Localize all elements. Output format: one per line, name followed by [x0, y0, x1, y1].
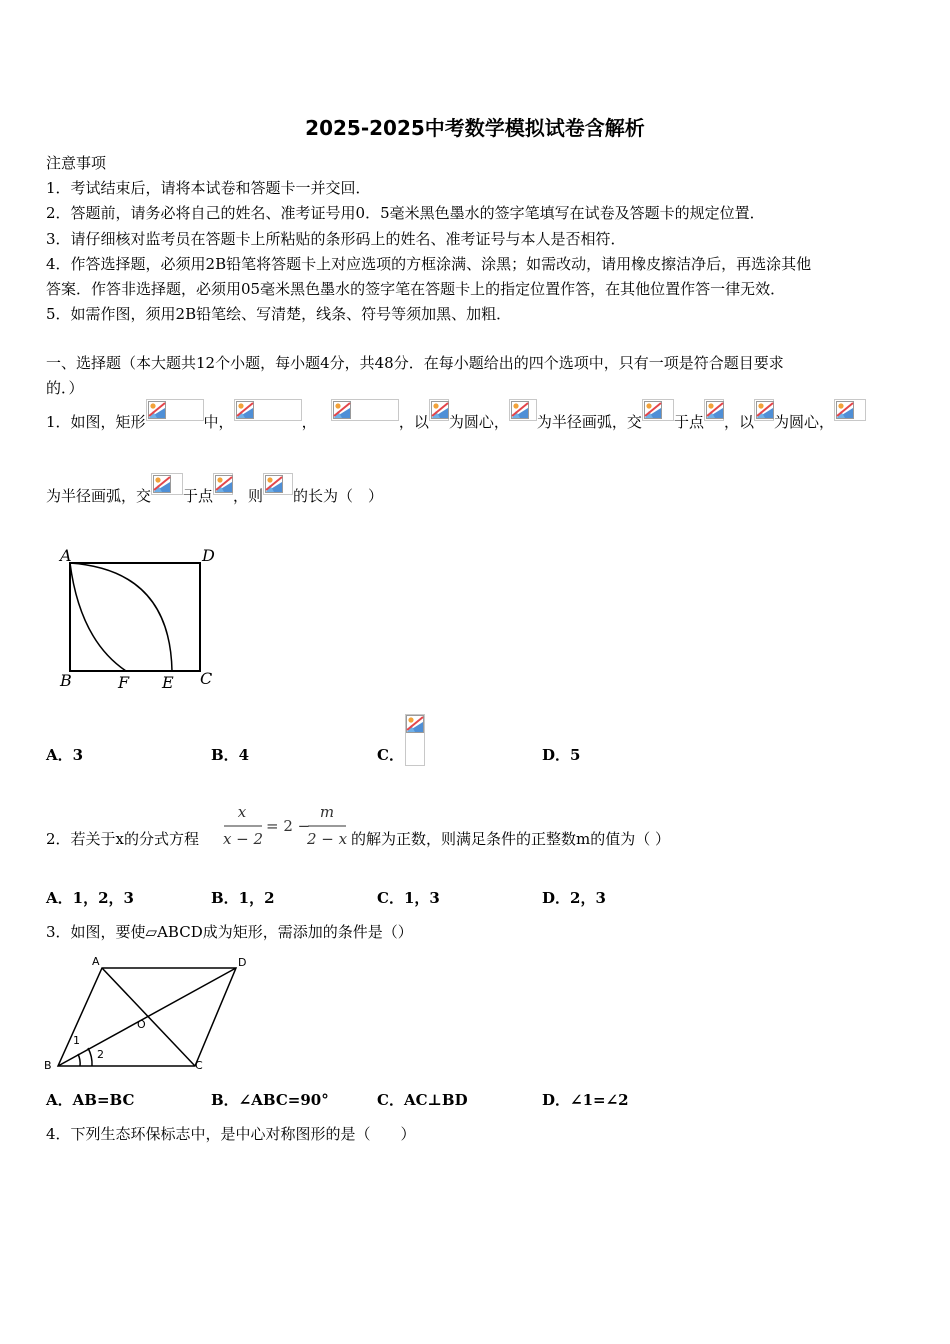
point-label: A	[60, 546, 72, 565]
q1-text: 的长为（ ）	[293, 487, 384, 505]
broken-image-icon	[236, 401, 254, 419]
formula-image-placeholder	[234, 399, 302, 421]
broken-image-icon	[706, 401, 724, 419]
q1-rectangle-figure	[50, 540, 230, 700]
q3-option-a[interactable]: A．AB=BC	[46, 1091, 135, 1109]
broken-image-icon	[148, 401, 166, 419]
q3-option-c[interactable]: C．AC⊥BD	[377, 1091, 468, 1109]
q3-option-b[interactable]: B．∠ABC=90°	[211, 1091, 329, 1109]
formula-image-placeholder	[834, 399, 866, 421]
q1-text: ，以	[398, 413, 429, 431]
q3-option-d[interactable]: D．∠1=∠2	[542, 1091, 629, 1109]
notice-item: 4．作答选择题，必须用2B铅笔将答题卡上对应选项的方框涂满、涂黑；如需改动，请用橡皮擦洁净后，再选涂其他	[46, 255, 812, 273]
section-heading: 一、选择题（本大题共12个小题，每小题4分，共48分．在每小题给出的四个选项中，只有一项是符合题目要求	[46, 354, 784, 372]
notice-item: 答案．作答非选择题，必须用05毫米黑色墨水的签字笔在答题卡上的指定位置作答，在其他位置作答一律无效．	[46, 280, 786, 298]
q2-option-c[interactable]: C．1，3	[377, 889, 440, 907]
notice-item: 3．请仔细核对监考员在答题卡上所粘贴的条形码上的姓名、准考证号与本人是否相符．	[46, 230, 626, 248]
formula-image-placeholder	[331, 399, 399, 421]
notice-item: 1．考试结束后，请将本试卷和答题卡一并交回．	[46, 179, 371, 197]
formula-image-placeholder	[642, 399, 674, 421]
notice-item: 5．如需作图，须用2B铅笔绘、写清楚，线条、符号等须加黑、加粗．	[46, 305, 512, 323]
formula-image-placeholder	[146, 399, 204, 421]
q3-parallelogram-figure	[40, 950, 255, 1078]
broken-image-icon	[644, 401, 662, 419]
eq-denominator-2: 2 − x	[306, 830, 348, 848]
notice-item: 2．答题前，请务必将自己的姓名、准考证号用0．5毫米黑色墨水的签字笔填写在试卷及答题卡的规定位置．	[46, 204, 765, 222]
point-label: D	[202, 546, 215, 565]
q1-text: 于点	[673, 413, 704, 431]
formula-image-placeholder	[263, 473, 293, 495]
point-label: D	[238, 956, 247, 969]
arc-de	[70, 563, 172, 671]
formula-image-placeholder	[509, 399, 537, 421]
diagonal-bd	[58, 968, 236, 1066]
q1-text: 于点	[183, 487, 214, 505]
section-heading-cont: 的．）	[46, 379, 84, 397]
q1-text: 为半径画弧，交	[536, 413, 642, 431]
angle-arc	[78, 1054, 80, 1066]
q1-text: 为圆心，	[448, 413, 509, 431]
point-label: B	[60, 671, 72, 690]
broken-image-icon	[511, 401, 529, 419]
broken-image-icon	[333, 401, 351, 419]
q3-stem: 3．如图，要使▱ABCD成为矩形，需添加的条件是（）	[46, 923, 413, 941]
q1-text: ，则	[233, 487, 264, 505]
question-1-stem	[46, 399, 866, 435]
formula-image-placeholder	[429, 399, 449, 421]
broken-image-icon	[431, 401, 449, 419]
q1-text: 为圆心，	[773, 413, 834, 431]
point-label: E	[162, 673, 174, 692]
point-label: C	[195, 1059, 203, 1072]
notice-heading: 注意事项	[46, 154, 107, 172]
rectangle-abcd	[70, 563, 200, 671]
q1-text: 1．如图，矩形	[46, 413, 146, 431]
q2-option-b[interactable]: B．1，2	[211, 889, 275, 907]
q1-text: ，以	[723, 413, 754, 431]
broken-image-icon	[406, 715, 424, 733]
q1-option-b[interactable]: B．4	[211, 746, 250, 764]
point-label: F	[118, 673, 130, 692]
formula-image-placeholder	[405, 714, 425, 766]
q2-equation	[222, 802, 350, 852]
formula-image-placeholder	[151, 473, 183, 495]
point-label: O	[137, 1018, 146, 1031]
q4-stem: 4．下列生态环保标志中，是中心对称图形的是（ ）	[46, 1125, 416, 1143]
point-label: A	[92, 955, 100, 968]
q1-text: ，	[301, 413, 317, 431]
q2-option-d[interactable]: D．2，3	[542, 889, 606, 907]
eq-numerator-2: m	[319, 803, 335, 821]
question-1-stem-cont	[46, 473, 383, 509]
eq-middle: = 2 −	[266, 817, 311, 835]
q1-text: 为半径画弧，交	[46, 487, 152, 505]
formula-image-placeholder	[213, 473, 233, 495]
broken-image-icon	[265, 475, 283, 493]
q1-option-a[interactable]: A．3	[46, 746, 84, 764]
page-title: 2025-2025中考数学模拟试卷含解析	[305, 116, 645, 140]
formula-image-placeholder	[754, 399, 774, 421]
arc-af	[70, 563, 126, 671]
q1-option-c[interactable]: C．	[377, 746, 404, 764]
point-label: B	[44, 1059, 52, 1072]
formula-image-placeholder	[704, 399, 724, 421]
q1-option-d[interactable]: D．5	[542, 746, 581, 764]
q2-prefix: 2．若关于x的分式方程	[46, 830, 200, 848]
angle-label: 2	[97, 1048, 104, 1061]
angle-label: 1	[73, 1034, 80, 1047]
eq-numerator-1: x	[237, 803, 247, 821]
q2-suffix: 的解为正数，则满足条件的正整数m的值为（ ）	[351, 830, 670, 848]
broken-image-icon	[836, 401, 854, 419]
point-label: C	[200, 669, 213, 688]
broken-image-icon	[756, 401, 774, 419]
q2-option-a[interactable]: A．1，2，3	[46, 889, 134, 907]
angle-arc	[88, 1048, 92, 1066]
broken-image-icon	[215, 475, 233, 493]
eq-denominator-1: x − 2	[222, 830, 264, 848]
q1-text: 中，	[203, 413, 234, 431]
broken-image-icon	[153, 475, 171, 493]
